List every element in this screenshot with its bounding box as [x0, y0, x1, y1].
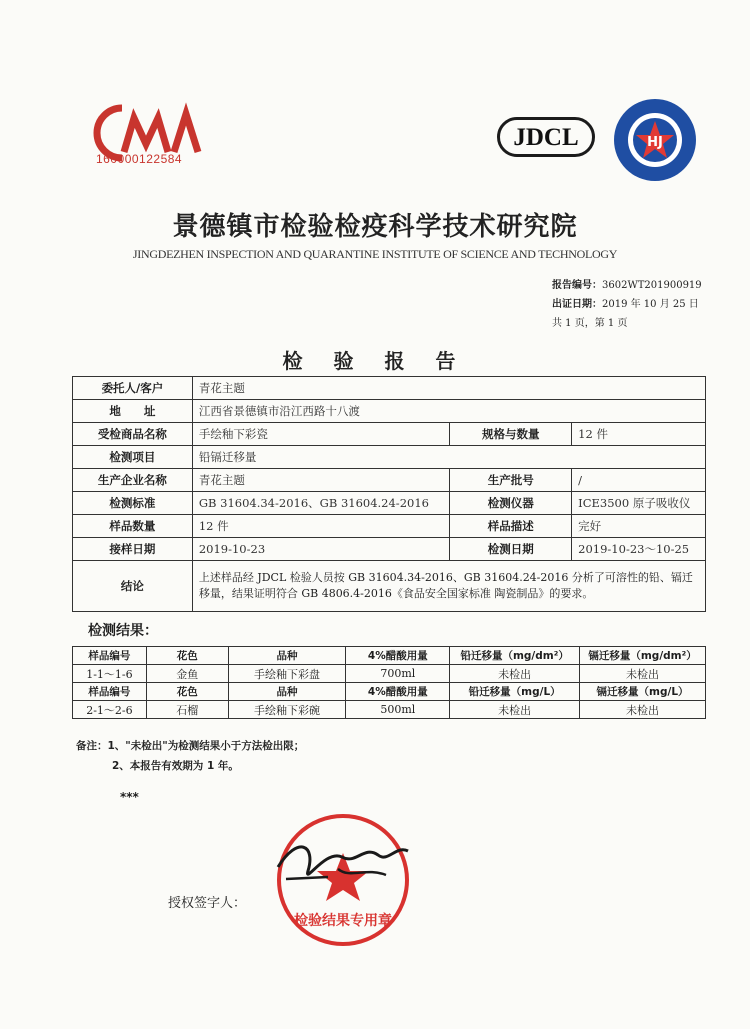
- institute-name-cn: 景德镇市检验检疫科学技术研究院: [172, 212, 578, 242]
- conclusion-value: 上述样品经 JDCL 检验人员按 GB 31604.34-2016、GB 31604.24-2016 分析了可溶性的铅、镉迁移量，结果证明符合 GB 4806.4-2016《食品安全国家标准 陶瓷制品》的要求。: [192, 561, 705, 612]
- table-row: [73, 446, 706, 469]
- sample-qty-label: 样品数量: [73, 515, 193, 538]
- cell: 未检出: [450, 701, 580, 719]
- signer-label: 授权签字人：: [168, 896, 247, 911]
- table-row: [73, 469, 706, 492]
- spec-value: 12 件: [572, 423, 706, 446]
- table-row: [73, 665, 706, 683]
- maker-label: 生产企业名称: [73, 469, 193, 492]
- cell: 未检出: [450, 665, 580, 683]
- jdcl-logo: JDCL: [497, 117, 595, 157]
- results-heading: 检测结果：: [88, 623, 158, 639]
- hj-circle-logo: [612, 97, 698, 183]
- test-item-value: 铅镉迁移量: [192, 446, 705, 469]
- hj-logo-text: HJ: [647, 135, 663, 150]
- spec-label: 规格与数量: [450, 423, 572, 446]
- col-sample-no: 样品编号: [73, 647, 147, 665]
- batch-label: 生产批号: [450, 469, 572, 492]
- stars-mark: ***: [120, 790, 139, 804]
- test-date-label: 检测日期: [450, 538, 572, 561]
- maker-value: 青花主题: [192, 469, 450, 492]
- table-row: [73, 400, 706, 423]
- sample-qty-value: 12 件: [192, 515, 450, 538]
- table-row: [73, 701, 706, 719]
- batch-value: /: [572, 469, 706, 492]
- col-variety: 品种: [228, 683, 346, 701]
- note-1: 备注：1、"未检出"为检测结果小于方法检出限；: [76, 740, 305, 752]
- received-date-value: 2019-10-23: [192, 538, 450, 561]
- cell: 未检出: [580, 701, 706, 719]
- sample-desc-label: 样品描述: [450, 515, 572, 538]
- col-cadmium: 镉迁移量（mg/dm²）: [580, 647, 706, 665]
- col-variety: 品种: [228, 647, 346, 665]
- issue-date-label: 出证日期：: [552, 299, 602, 310]
- col-pattern: 花色: [146, 683, 228, 701]
- table-row: [73, 538, 706, 561]
- instrument-value: ICE3500 原子吸收仪: [572, 492, 706, 515]
- cell: 700ml: [346, 665, 450, 683]
- test-date-value: 2019-10-23～10-25: [572, 538, 706, 561]
- col-acid: 4%醋酸用量: [346, 647, 450, 665]
- test-item-label: 检测项目: [73, 446, 193, 469]
- report-number-value: 3602WT201900919: [602, 280, 702, 291]
- client-label: 委托人/客户: [73, 377, 193, 400]
- issue-date-value: 2019 年 10 月 25 日: [602, 299, 699, 310]
- table-row: [73, 423, 706, 446]
- report-number-label: 报告编号：: [552, 280, 602, 291]
- standard-label: 检测标准: [73, 492, 193, 515]
- report-title: 检 验 报 告: [282, 349, 468, 373]
- report-number: [552, 276, 702, 291]
- cell: 500ml: [346, 701, 450, 719]
- sample-desc-value: 完好: [572, 515, 706, 538]
- table-row: [73, 561, 706, 612]
- client-value: 青花主题: [192, 377, 705, 400]
- table-header-row: [73, 683, 706, 701]
- col-acid: 4%醋酸用量: [346, 683, 450, 701]
- issue-date: [552, 295, 699, 310]
- instrument-label: 检测仪器: [450, 492, 572, 515]
- results-table: [72, 646, 706, 719]
- col-sample-no: 样品编号: [73, 683, 147, 701]
- col-pattern: 花色: [146, 647, 228, 665]
- table-row: [73, 492, 706, 515]
- address-label: 地 址: [73, 400, 193, 423]
- official-seal: [268, 805, 418, 955]
- received-date-label: 接样日期: [73, 538, 193, 561]
- conclusion-label: 结论: [73, 561, 193, 612]
- institute-name-en: JINGDEZHEN INSPECTION AND QUARANTINE INSTITUTE OF SCIENCE AND TECHNOLOGY: [132, 247, 618, 261]
- cell: 未检出: [580, 665, 706, 683]
- cell: 手绘釉下彩碗: [228, 701, 346, 719]
- address-value: 江西省景德镇市沿江西路十八渡: [192, 400, 705, 423]
- table-header-row: [73, 647, 706, 665]
- cell: 2-1～2-6: [73, 701, 147, 719]
- col-lead: 铅迁移量（mg/dm²）: [450, 647, 580, 665]
- col-lead: 铅迁移量（mg/L）: [450, 683, 580, 701]
- product-label: 受检商品名称: [73, 423, 193, 446]
- cell: 手绘釉下彩盘: [228, 665, 346, 683]
- product-value: 手绘釉下彩瓷: [192, 423, 450, 446]
- report-info-table: [72, 376, 706, 612]
- cell: 金鱼: [146, 665, 228, 683]
- table-row: [73, 515, 706, 538]
- cell: 1-1～1-6: [73, 665, 147, 683]
- cell: 石榴: [146, 701, 228, 719]
- standard-value: GB 31604.34-2016、GB 31604.24-2016: [192, 492, 450, 515]
- seal-text: 检验结果专用章: [294, 913, 392, 929]
- col-cadmium: 镉迁移量（mg/L）: [580, 683, 706, 701]
- cma-number: 160000122584: [96, 152, 183, 166]
- note-2: 2、本报告有效期为 1 年。: [112, 760, 239, 772]
- table-row: [73, 377, 706, 400]
- page-count: 共 1 页，第 1 页: [552, 318, 628, 329]
